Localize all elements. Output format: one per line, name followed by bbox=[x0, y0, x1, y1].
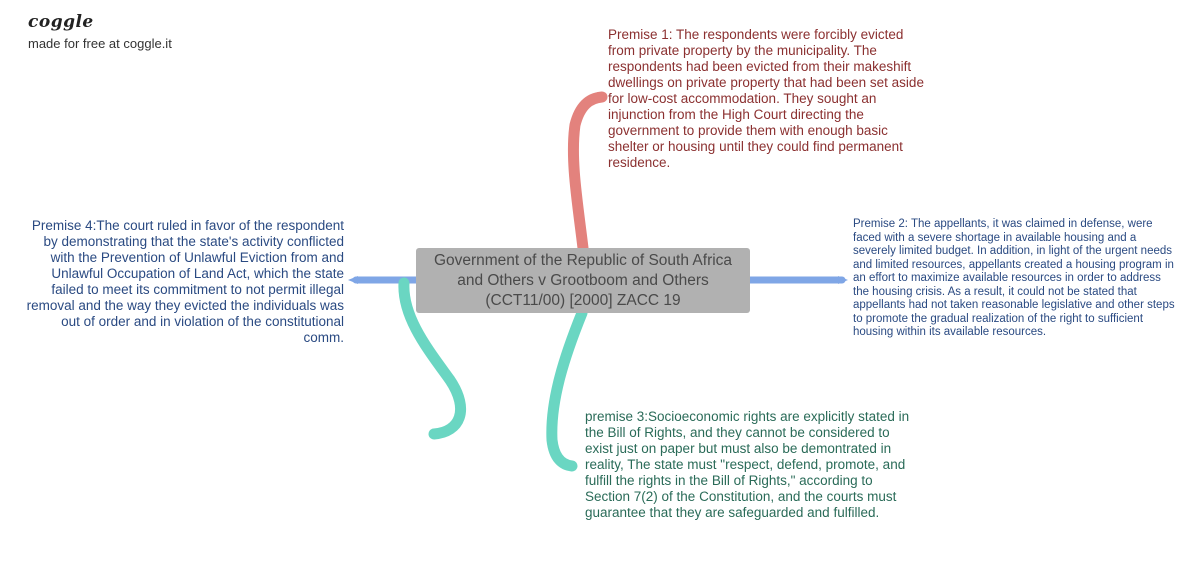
premise-1-node[interactable]: Premise 1: The respondents were forcibly evicted from private property by the municipality. The respondents had been evicted from their makeshift dwellings on private property that had been set aside for low-cost accommodation. They sought an injunction from the High Court directing the government to provide them with enough basic shelter or housing until they could find permanent residence. bbox=[608, 27, 924, 170]
coggle-logo: coggle bbox=[28, 12, 94, 32]
branch-premise-4-tip bbox=[348, 276, 358, 284]
premise-2-node[interactable]: Premise 2: The appellants, it was claimed in defense, were faced with a severe shortage in available housing and a severely limited budget. In addition, in light of the urgent needs and limited resources, appellants created a housing program in an effort to maximize available resources in order to address the housing crisis. As a result, it could not be stated that appellants had not taken reasonable legislative and other steps to promote the gradual realization of the right to sufficient housing within its available resources. bbox=[853, 218, 1175, 338]
central-topic[interactable] bbox=[416, 248, 750, 313]
branch-premise-3[interactable] bbox=[552, 313, 582, 466]
branch-premise-1[interactable] bbox=[573, 97, 602, 248]
central-topic-text: Government of the Republic of South Africa and Others v Grootboom and Others (CCT11/00) [2000] ZACC 19 bbox=[433, 251, 733, 309]
premise-3-node[interactable]: premise 3:Socioeconomic rights are explicitly stated in the Bill of Rights, and they cannot be considered to exist just on paper but must also be demontrated in reality, The state must "respect, defend, promote, and fulfill the rights in the Bill of Rights," according to Section 7(2) of the Constitution, and the courts must guarantee that they are safeguarded and fulfilled. bbox=[585, 409, 910, 520]
premise-4-node[interactable]: Premise 4:The court ruled in favor of the respondent by demonstrating that the state's activity conflicted with the Prevention of Unlawful Eviction from and Unlawful Occupation of Land Act, which the state failed to meet its commitment to not permit illegal removal and the way they evicted the individuals was out of order and in violation of the constitutional comm. bbox=[26, 218, 344, 345]
coggle-tagline: made for free at coggle.it bbox=[28, 36, 172, 51]
